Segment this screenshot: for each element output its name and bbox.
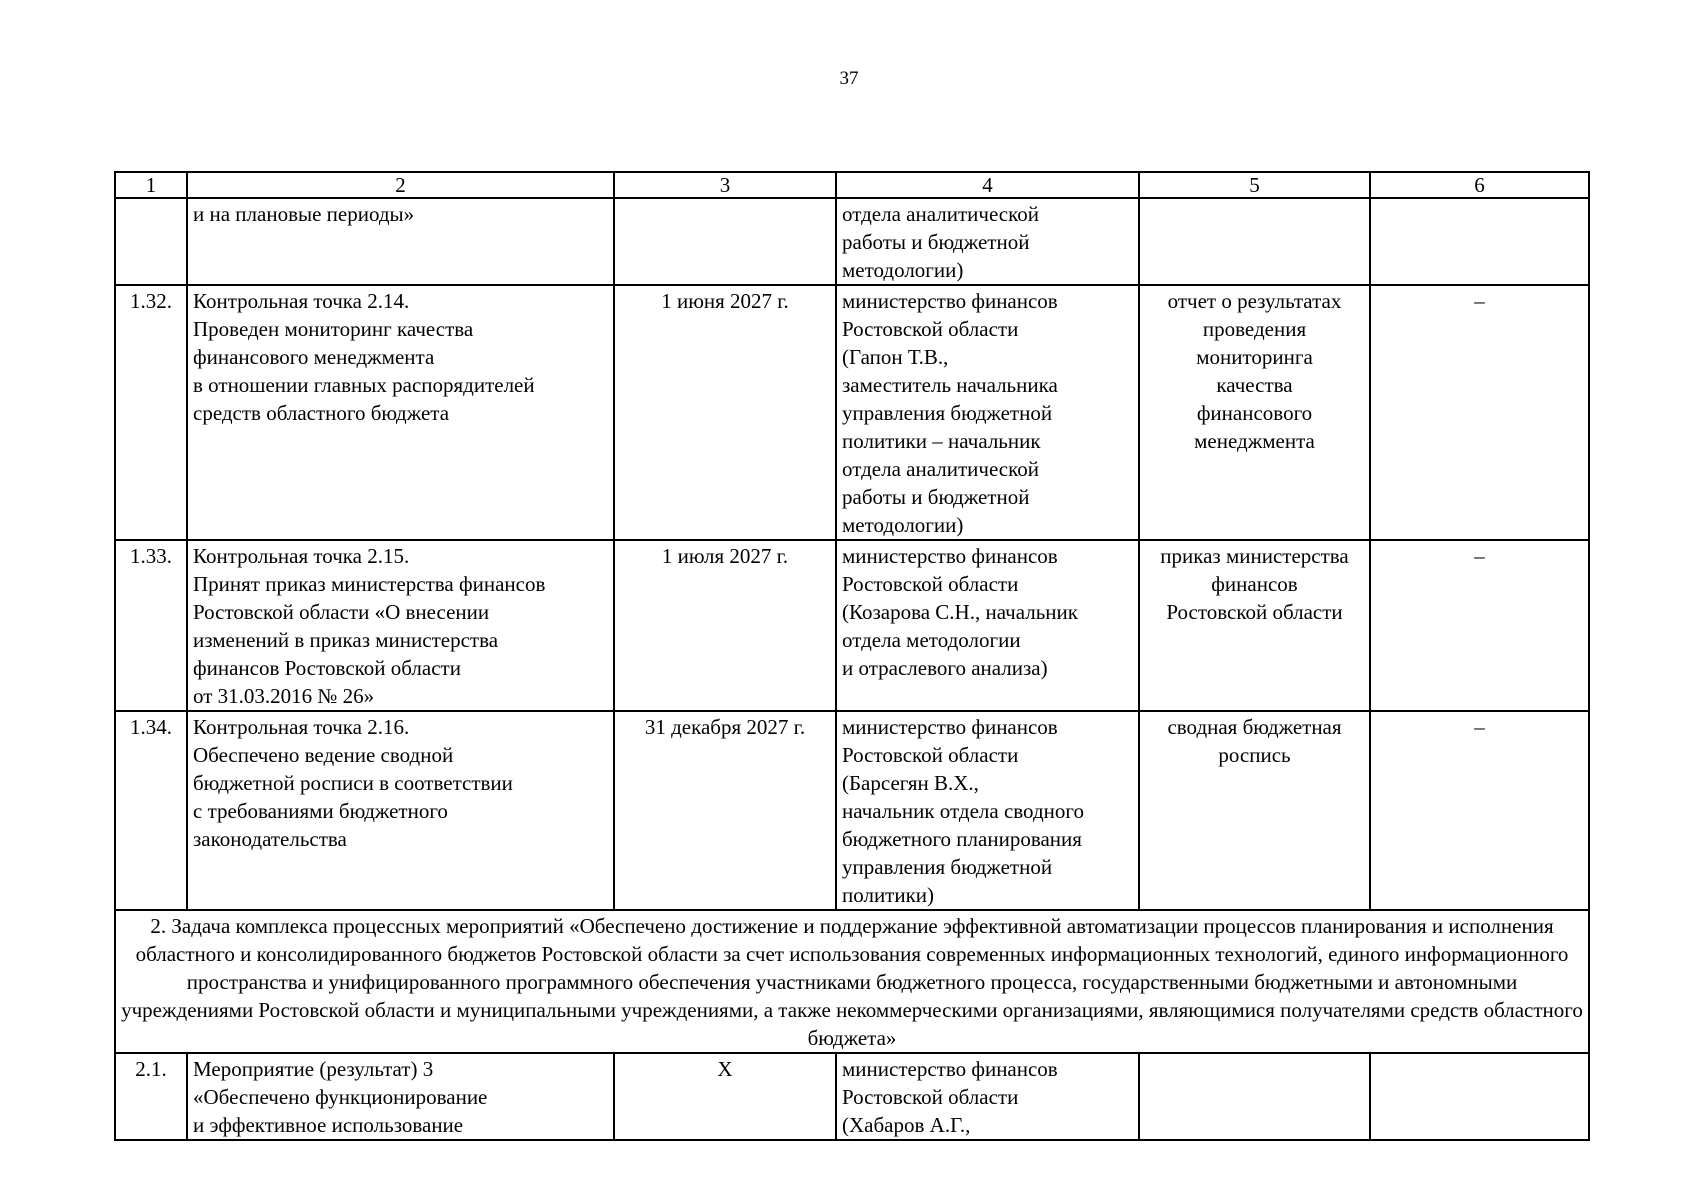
date-cell: 1 июня 2027 г. <box>614 285 836 540</box>
date-cell: 31 декабря 2027 г. <box>614 711 836 910</box>
header-col-5: 5 <box>1139 172 1370 198</box>
responsible-cell: министерство финансов Ростовской области (Гапон Т.В., заместитель начальника управления бюджетной политики – начальник отдела аналитической работы и бюджетной методологии) <box>836 285 1139 540</box>
responsible-cell: министерство финансов Ростовской области (Хабаров А.Г., <box>836 1053 1139 1140</box>
document-cell: отчет о результатах проведения мониторинга качества финансового менеджмента <box>1139 285 1370 540</box>
table-row-1-34 <box>115 711 1589 910</box>
date-cell <box>614 198 836 285</box>
document-cell <box>1139 1053 1370 1140</box>
header-col-2: 2 <box>187 172 614 198</box>
document-cell: приказ министерства финансов Ростовской области <box>1139 540 1370 711</box>
header-col-6: 6 <box>1370 172 1589 198</box>
extra-cell <box>1370 198 1589 285</box>
row-number: 2.1. <box>115 1053 187 1140</box>
extra-cell: – <box>1370 711 1589 910</box>
header-col-1: 1 <box>115 172 187 198</box>
header-row <box>115 172 1589 198</box>
plan-table <box>114 171 1590 1141</box>
table-row-1-32 <box>115 285 1589 540</box>
extra-cell: – <box>1370 540 1589 711</box>
row-number <box>115 198 187 285</box>
date-cell: 1 июля 2027 г. <box>614 540 836 711</box>
row-number: 1.34. <box>115 711 187 910</box>
row-number: 1.32. <box>115 285 187 540</box>
event-cell: Контрольная точка 2.15. Принят приказ министерства финансов Ростовской области «О внесении изменений в приказ министерства финансов Ростовской области от 31.03.2016 № 26» <box>187 540 614 711</box>
extra-cell: – <box>1370 285 1589 540</box>
row-number: 1.33. <box>115 540 187 711</box>
page-number: 37 <box>839 68 859 89</box>
document-cell: сводная бюджетная роспись <box>1139 711 1370 910</box>
event-cell: Контрольная точка 2.16. Обеспечено ведение сводной бюджетной росписи в соответствии с требованиями бюджетного законодательства <box>187 711 614 910</box>
responsible-cell: министерство финансов Ростовской области (Барсегян В.Х., начальник отдела сводного бюджетного планирования управления бюджетной политики) <box>836 711 1139 910</box>
event-cell: Контрольная точка 2.14. Проведен мониторинг качества финансового менеджмента в отношении главных распорядителей средств областного бюджета <box>187 285 614 540</box>
document-cell <box>1139 198 1370 285</box>
event-cell: и на плановые периоды» <box>187 198 614 285</box>
header-col-4: 4 <box>836 172 1139 198</box>
event-cell: Мероприятие (результат) 3 «Обеспечено функционирование и эффективное использование <box>187 1053 614 1140</box>
date-cell: Х <box>614 1053 836 1140</box>
section-heading-row <box>115 910 1589 1053</box>
table-row-2-1 <box>115 1053 1589 1140</box>
header-col-3: 3 <box>614 172 836 198</box>
extra-cell <box>1370 1053 1589 1140</box>
responsible-cell: отдела аналитической работы и бюджетной методологии) <box>836 198 1139 285</box>
table-row-continuation <box>115 198 1589 285</box>
responsible-cell: министерство финансов Ростовской области (Козарова С.Н., начальник отдела методологии и отраслевого анализа) <box>836 540 1139 711</box>
section-heading: 2. Задача комплекса процессных мероприятий «Обеспечено достижение и поддержание эффективной автоматизации процессов планирования и исполнения областного и консолидированного бюджетов Ростовской области за счет использования современных информационных технологий, единого информационного пространства и унифицированного программного обеспечения участниками бюджетного процесса, государственными бюджетными и автономными учреждениями Ростовской области и муниципальными учреждениями, а также некоммерческими организациями, являющимися получателями средств областного бюджета» <box>115 910 1589 1053</box>
table-row-1-33 <box>115 540 1589 711</box>
